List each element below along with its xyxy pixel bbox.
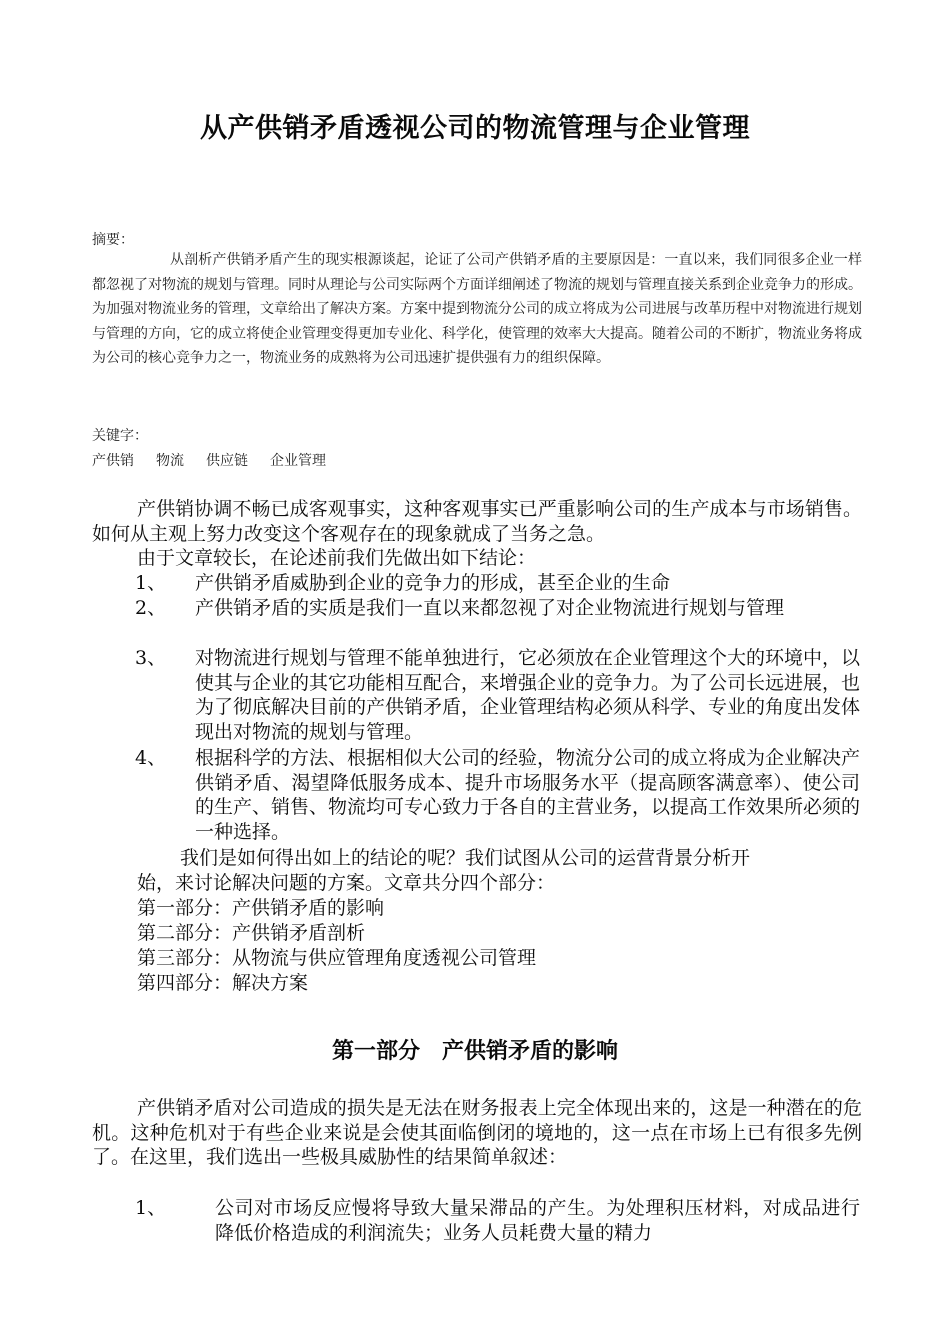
intro-lead: 由于文章较长，在论述前我们先做出如下结论：	[137, 547, 537, 569]
conclusion-number: 1、	[135, 572, 167, 594]
conclusion-text: 对物流进行规划与管理不能单独进行，它必须放在企业管理这个大的环境中，以使其与企业的其它功能相互配合，来增强企业的竞争力。为了公司长远进展，也为了彻底解决目前的产供销矛盾，企业管理结构必须从科学、专业的角度出发体现出对物流的规划与管理。	[195, 647, 861, 743]
conclusion-number: 3、	[135, 647, 167, 669]
impact-text: 公司对市场反应慢将导致大量呆滞品的产生。为处理积压材料，对成品进行降低价格造成的利润流失；业务人员耗费大量的精力	[215, 1197, 860, 1244]
document-title: 从产供销矛盾透视公司的物流管理与企业管理	[200, 113, 750, 144]
intro-paragraph: 产供销协调不畅已成客观事实，这种客观事实已严重影响公司的生产成本与市场销售。如何从主观上努力改变这个客观存在的现象就成了当务之急。	[92, 498, 862, 545]
keyword: 物流	[156, 453, 184, 469]
impact-number: 1、	[135, 1197, 167, 1219]
keywords-list	[92, 449, 348, 474]
abstract-label: 摘要：	[92, 232, 134, 248]
keyword: 供应链	[206, 453, 248, 469]
part-item: 第四部分：解决方案	[137, 972, 309, 994]
keywords-label: 关键字：	[92, 428, 148, 444]
part-item: 第二部分：产供销矛盾剖析	[137, 922, 366, 944]
section-paragraph: 产供销矛盾对公司造成的损失是无法在财务报表上完全体现出来的，这是一种潜在的危机。这种危机对于有些企业来说是会使其面临倒闭的境地的，这一点在市场上已有很多先例了。在这里，我们选出一些极具威胁性的结果简单叙述：	[92, 1097, 862, 1168]
conclusion-text: 产供销矛盾的实质是我们一直以来都忽视了对企业物流进行规划与管理	[195, 597, 785, 619]
section-heading: 第一部分 产供销矛盾的影响	[331, 1038, 618, 1064]
abstract-text: 从剖析产供销矛盾产生的现实根源谈起，论证了公司产供销矛盾的主要原因是：一直以来，我们同很多企业一样都忽视了对物流的规划与管理。同时从理论与公司实际两个方面详细阐述了物流的规划与管理直接关系到企业竞争力的形成。为加强对物流业务的管理，文章给出了解决方案。方案中提到物流分公司的成立将成为公司进展与改革历程中对物流进行规划与管理的方向，它的成立将使企业管理变得更加专业化、科学化，使管理的效率大大提高。随着公司的不断扩，物流业务将成为公司的核心竞争力之一，物流业务的成熟将为公司迅速扩提供强有力的组织保障。	[92, 252, 862, 366]
conclusion-number: 2、	[135, 597, 167, 619]
keyword: 产供销	[92, 453, 134, 469]
conclusion-number: 4、	[135, 747, 167, 769]
keyword: 企业管理	[270, 453, 326, 469]
question-line: 我们是如何得出如上的结论的呢？我们试图从公司的运营背景分析开	[180, 847, 751, 869]
question-line: 始，来讨论解决问题的方案。文章共分四个部分：	[137, 872, 556, 894]
part-item: 第一部分：产供销矛盾的影响	[137, 897, 385, 919]
part-item: 第三部分：从物流与供应管理角度透视公司管理	[137, 947, 537, 969]
conclusion-text: 产供销矛盾威胁到企业的竞争力的形成，甚至企业的生命	[195, 572, 671, 594]
conclusion-text: 根据科学的方法、根据相似大公司的经验，物流分公司的成立将成为企业解决产供销矛盾、渴望降低服务成本、提升市场服务水平（提高顾客满意率）、使公司的生产、销售、物流均可专心致力于各自的主营业务，以提高工作效果所必须的一种选择。	[195, 747, 861, 843]
